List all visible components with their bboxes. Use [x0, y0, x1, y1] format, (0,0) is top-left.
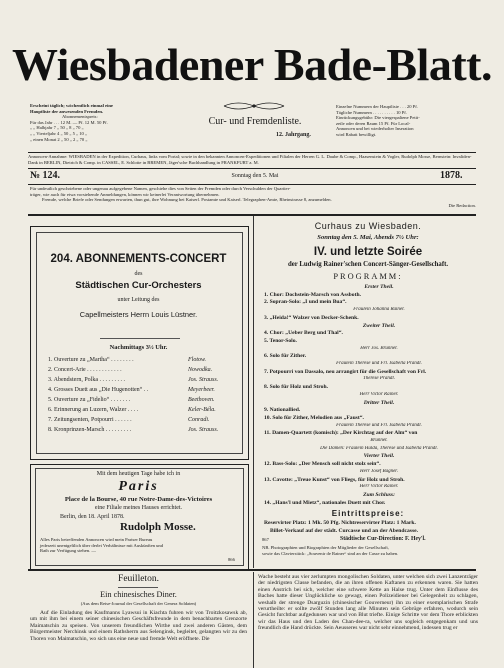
editorial-notice — [30, 186, 476, 208]
piece-title: 3. Abendstern, Polka . . . . . . . . . — [48, 377, 125, 383]
concert-item — [48, 367, 228, 374]
ad-filiale: eine Filiale meines Hauses errichtet. — [94, 505, 183, 511]
issue-number: № 124. — [30, 170, 61, 181]
programm-item: 1. Chor: Dochstein-Marsch von Assboth. — [264, 291, 361, 298]
concert-time: Nachmittags 3½ Uhr. — [109, 344, 168, 351]
programm-performer: Fräulein Therese und Frl. Isabella Prandl. — [336, 361, 422, 366]
info-line: Annoncen und bei wiederholter Inseration — [336, 126, 414, 132]
notice-line: Fremde, welche Briefe oder Sendungen erwarten, thun gut, ihre Wohnung bei Kaiserl. Postamte und Kaiserl. Telegraphen-Amte, Rheinstrasse 8, anzumelden. — [42, 197, 332, 203]
curhaus-society: der Ludwig Rainer'schen Concert-Sänger-Gesellschaft. — [287, 261, 449, 268]
issue-year: 1878. — [440, 170, 463, 181]
ad-footer — [40, 537, 238, 554]
masthead-subtitle: Cur- und Fremdenliste. — [208, 116, 302, 127]
ad-name: Rudolph Mosse. — [120, 521, 196, 533]
programm-item: 13. Cavotte: „Treue Kunst“ von Fliegs, für Holz und Stroh. — [264, 476, 405, 483]
concert-item — [48, 357, 228, 364]
feuilleton-heading: Feuilleton. — [118, 574, 159, 584]
divider — [100, 338, 180, 339]
notice-line: Für undeutlich geschriebene oder ungenau aufgegebene Namen, geschiehe dies von Seiten der Fremden oder durch Verschulden der Quartier- — [30, 186, 291, 191]
concert-item — [48, 427, 228, 434]
info-line: Hauptliste der anwesenden Fremden. — [30, 108, 104, 114]
issue-date: Sonntag den 5. Mai — [231, 173, 279, 179]
programm-item: 14. „Hans'l und Mietz“, nationales Duett mit Chor. — [264, 499, 386, 506]
ad-date: Berlin, den 18. April 1878. — [60, 514, 125, 520]
programm-performer: Therese Prandl. — [362, 376, 396, 382]
piece-title: 2. Concert-Arie . . . . . . . . . . . . — [48, 367, 122, 373]
curhaus-number: 867 — [262, 537, 269, 542]
programm-part-heading: Dritter Theil. — [363, 399, 395, 406]
piece-title: 7. Zeitungsenten, Potpourri . . . . . . — [48, 417, 132, 423]
info-line: „ einen Monat 2 „ 50 „ 2 „ 70 „ — [30, 136, 88, 142]
curhaus-when: Sonntag den 5. Mai, Abends 7½ Uhr: — [317, 234, 419, 241]
programm-performer: Die Damen: Fräulein Hulda, Therese und Isabella Prandl. — [320, 445, 438, 451]
price-line: Reservirter Platz: 1 Mk. 50 Pfg. Nichtreservirter Platz: 1 Mark. — [264, 520, 416, 526]
masthead-title: Wiesbadener Bade-Blatt. — [11, 39, 493, 90]
info-line: Einrückungsgebühr: Die viergespaltene Petit- — [336, 115, 420, 121]
concert-item — [48, 387, 228, 394]
nb-line: NB. Photographien und Biographien der Mitglieder der Gesellschaft, — [262, 545, 389, 550]
piece-title: 1. Ouverture zu „Martha“ . . . . . . . . — [48, 357, 134, 363]
curhaus-heading: Curhaus zu Wiesbaden. — [314, 221, 422, 231]
divider — [28, 152, 476, 153]
feuilleton-text: Auf die Einladung des Kaufmanns Lyawsui in Kiachta fuhren wir von Troitzkosawsk ab, um mit ihm bei einem seiner chinesischen Geschäftsfreunde in dem benachbarten Grenzorte Maimatschin zu speisen. Von unserem freundlichen Wirthe und zwei anderen Gästen, dem Bürgermeister Nerchinsk und einem Rathsherrn aus Selenginsk, begleitet, gelangten wir zu den Thoren von Maimatschin, wo sich uns eine neue und fremde Welt eröffnete. Die — [30, 610, 247, 642]
composer: Keler-Béla. — [188, 407, 216, 413]
programm-part-heading: Zweiter Theil. — [362, 322, 396, 329]
price-info — [336, 104, 476, 138]
programm-item: 12. Bass-Solo: „Der Mensch soll nicht stolz sein“. — [264, 461, 381, 468]
composer: Jos. Strauss. — [188, 377, 219, 383]
annahme-text: Annoncen-Annahme: WIESBADEN in der Expedition, Curhaus, links vom Portal; sowie in den bekannten Annoncen-Expeditionen und Filialen der Herren G. L. Daube & Comp., Haasenstein & Vogler, Rudolph Mosse, Bernstein: Invaliden-Dank in BERLIN, Dietrich & Comp. in CASSEL, E. Schlotte in BREMEN, Jäger'sche Buchhandlung in FRANKFURT a. M. — [28, 154, 472, 165]
programm-item: 11. Damen-Quartett (komisch): „Der Kirchtag auf der Alm“ von — [264, 430, 418, 437]
info-line: Einzelne Nummern der Hauptliste . . . 20 Pf. — [336, 104, 418, 109]
info-line: Abonnementspreis: — [62, 114, 98, 120]
ad-footer-line: Rath zur Verfügung stehen. — — [40, 548, 96, 554]
divider — [28, 184, 476, 185]
concert-leitung: unter Leitung des — [117, 297, 160, 303]
divider — [118, 587, 158, 588]
volume-label: 12. Jahrgang. — [276, 132, 311, 138]
programm-item: 5. Tenor-Solo. — [264, 337, 297, 344]
feuilleton-continued: Wache besteht aus vier zerlumpten mongolischen Soldaten, unter welchen sich zwei Lanzenträger der niedrigsten Classe befanden, die an ihren offenen Kaftanen zu erkennen waren. Sie hatten einen Anstrich bei sich, welcher eine schwere Kette an Halse trug. Unter dem Einflusse des Baches hatte dieser Unglückliche so gewagt, einen Polizeidiener bei Gelegenheit zu schlagen, weshalb der strenge Dsarguzin (chinesischer Gouverneur) ihn zu einer exemplarischen Strafe verurtheilte: er sollte zwölf Stunden lang alle Minuten sein Gebrüge erfahren, wodurch sein Gesicht furchtbar aufgedunsen war und von Blut triefte. Einige Schritte vor dem Thore erblickten wir das Haus und den Laden des Chan-dee-ra, welcher uns sogleich entgegenkam und uns freundlich die Hand drückte. Sein Aeusseres war nicht sehr einnehmend, indessen trug er — [258, 574, 478, 632]
ornament-icon — [222, 100, 286, 112]
concert-title: 204. ABONNEMENTS-CONCERT — [50, 253, 227, 265]
divider — [28, 214, 476, 216]
programm-performer: Fräulein Johanna Rainer. — [353, 307, 405, 313]
programm-item: 8. Solo für Holz und Stroh. — [264, 384, 328, 391]
feuilleton-source: (Aus dem Reise-Journal der Gesellschaft der Genera Soldaten) — [80, 601, 197, 606]
programm-item: 7. Potpourri von Dassalo, neu arrangirt für die Gesellschaft von Frl. — [264, 368, 427, 375]
programm-performer: Herr Victor Rainer. — [359, 391, 399, 397]
info-line: zeile oder deren Raum 15 Pf. Für Local- — [336, 120, 411, 126]
programm-performer: Fräulein Therese und Frl. Isabella Prandl. — [336, 422, 422, 428]
ad-footer-line: jederzeit unentgeltlich über derlei Verhältnisse mit Auskünften und — [40, 542, 164, 548]
ad-number: 866 — [228, 557, 235, 562]
feuilleton-title: Ein chinesisches Diner. — [100, 590, 177, 599]
curhaus-soiree: IV. und letzte Soirée — [313, 246, 423, 258]
info-line: wird Rabatt bewilligt. — [336, 131, 377, 137]
piece-title: 8. Kronprinzen-Marsch . . . . . . . . . — [48, 427, 132, 433]
cur-direction: Städtische Cur-Direction: F. Hey'l. — [340, 536, 426, 542]
programm-part-heading: Vierter Theil. — [363, 453, 395, 460]
ad-address: Place de la Bourse, 40 rue Notre-Dame-des-Victoires — [64, 496, 213, 503]
notice-line: träger, wie auch für etwa vorstehende Anmeldungen, können wir keinerlei Verantwortung übernehmen. — [30, 191, 220, 197]
nb-note — [262, 545, 480, 556]
piece-title: 6. Erinnerung an Luzern, Walzer . . . . — [48, 407, 139, 413]
piece-title: 4. Grosses Duett aus „Die Hugenotten“ . . — [48, 387, 149, 393]
column-rule — [253, 572, 254, 668]
info-line: „ „ Halbjahr 7 „ 50 „ 8 „ 70 „ — [30, 125, 84, 131]
ad-footer-line: Alles Paris betreffenden Annoncen wird mein Pariser Bureau — [40, 537, 153, 542]
divider — [28, 569, 476, 571]
programm-label: PROGRAMM: — [333, 272, 403, 281]
programm-part-heading: Erster Theil. — [364, 284, 394, 290]
composer: Jos. Strauss. — [188, 427, 219, 433]
composer: Beethoven. — [188, 397, 215, 403]
programm-performer: Herr Josef Bagner. — [360, 468, 398, 474]
info-line: Erscheint täglich; wöchentlich einmal eine — [30, 103, 113, 108]
column-rule — [253, 216, 254, 568]
nb-line: sowie das Clavierstück: „Souvenir de Rainer“ sind an der Casse zu haben. — [262, 550, 399, 556]
ad-city: Paris — [118, 479, 159, 494]
composer: Conradi. — [188, 417, 210, 423]
piece-title: 5. Ouverture zu „Fidelio“ . . . . . . . — [48, 397, 131, 403]
info-line: „ „ Vierteljahr 4 „ 50 „ 5 „ 10 „ — [30, 130, 88, 136]
programm-item: 10. Solo für Zither, Melodien aus „Faust“. — [264, 414, 364, 421]
concert-item — [48, 407, 228, 414]
programm-item: 2. Sopran-Solo: „I und mein Bua“. — [264, 299, 347, 306]
concert-conductor: Capellmeisters Herrn Louis Lüstner. — [79, 310, 198, 319]
subscription-info — [30, 103, 180, 142]
programm-item: 9. Nationallied. — [264, 407, 301, 414]
programm-performer: Herr Jos. Brunner. — [360, 345, 398, 351]
programm-performer: Brunner. — [370, 438, 388, 443]
concert-orchestra: Städtischen Cur-Orchesters — [75, 280, 202, 291]
concert-item — [48, 377, 228, 384]
concert-item — [48, 397, 228, 404]
programm-part-heading: Zum Schluss: — [363, 491, 395, 498]
info-line: Tägliche Nummern . . . . . . . . . . 10 Pf. — [336, 109, 407, 115]
programm-item: 4. Chor: „Ueber Berg und Thal“. — [264, 330, 343, 337]
divider — [28, 168, 476, 169]
concert-item — [48, 417, 228, 424]
composer: Meyerbeer. — [188, 387, 215, 393]
composer: Flotow. — [188, 357, 207, 363]
notice-line: Die Redaction. — [448, 202, 476, 208]
programm-item: 6. Solo für Zither. — [264, 353, 307, 360]
ad-intro: Mit dem heutigen Tage habe ich in — [96, 471, 181, 477]
prices-heading: Eintrittspreise: — [331, 509, 405, 518]
programm-performer: Herr Victor Rainer. — [359, 484, 399, 490]
info-line: Für das Jahr . . . 12 M. — Pf. 12 M. 50 Pf. — [30, 119, 108, 125]
programm-item: 3. „Heida!“ Walzer von Decker-Schenk. — [264, 314, 359, 321]
concert-des: des — [134, 271, 143, 277]
composer: Nowodka. — [188, 367, 213, 373]
price-line: Billet-Verkauf auf der städt. Curcasse und an der Abendcasse. — [270, 528, 419, 534]
